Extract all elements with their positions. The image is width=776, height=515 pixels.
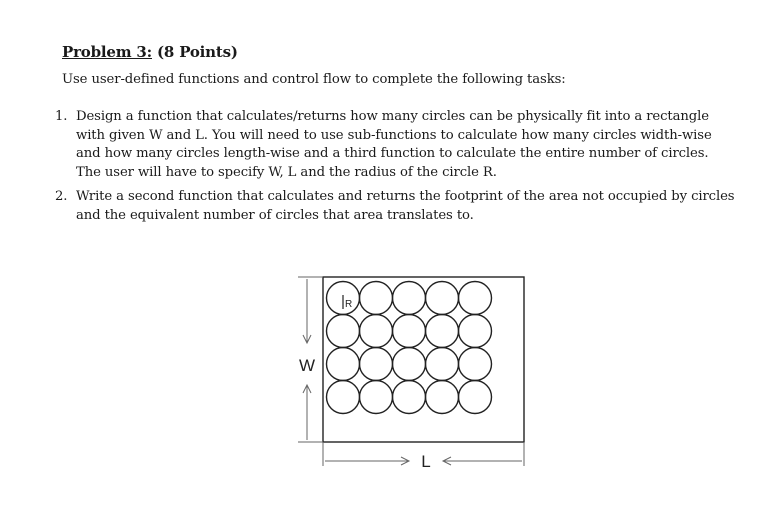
circle	[459, 315, 492, 348]
task-line: with given W and L. You will need to use sub-functions to calculate how many circles width-wise	[76, 127, 712, 143]
length-label: L	[421, 452, 431, 471]
circle	[426, 381, 459, 414]
circle	[459, 381, 492, 414]
circle	[393, 348, 426, 381]
circle	[360, 282, 393, 315]
circle	[360, 381, 393, 414]
radius-label: R	[345, 299, 353, 310]
width-label: W	[298, 356, 316, 375]
circle	[360, 315, 393, 348]
rectangle-outline	[323, 277, 524, 442]
problem-label: Problem 3:	[62, 43, 152, 61]
circle	[327, 348, 360, 381]
circle	[393, 381, 426, 414]
circle	[393, 282, 426, 315]
intro-text: Use user-defined functions and control flow to complete the following tasks:	[62, 72, 566, 87]
circle	[360, 348, 393, 381]
problem-points: (8 Points)	[157, 43, 238, 61]
task-line: The user will have to specify W, L and the radius of the circle R.	[76, 164, 497, 180]
circle	[426, 282, 459, 315]
circle	[327, 315, 360, 348]
task-marker: 1.	[55, 109, 68, 124]
circle	[426, 315, 459, 348]
task-line: and the equivalent number of circles that area translates to.	[76, 207, 474, 223]
circle	[459, 348, 492, 381]
task-line: and how many circles length-wise and a third function to calculate the entire number of circles.	[76, 146, 709, 162]
task-line: Write a second function that calculates and returns the footprint of the area not occupied by circles	[76, 189, 735, 204]
circle	[459, 282, 492, 315]
circle	[327, 381, 360, 414]
task-line: Design a function that calculates/returns how many circles can be physically fit into a rectangle	[76, 109, 709, 124]
circle	[393, 315, 426, 348]
task-marker: 2.	[55, 189, 68, 204]
circle	[426, 348, 459, 381]
